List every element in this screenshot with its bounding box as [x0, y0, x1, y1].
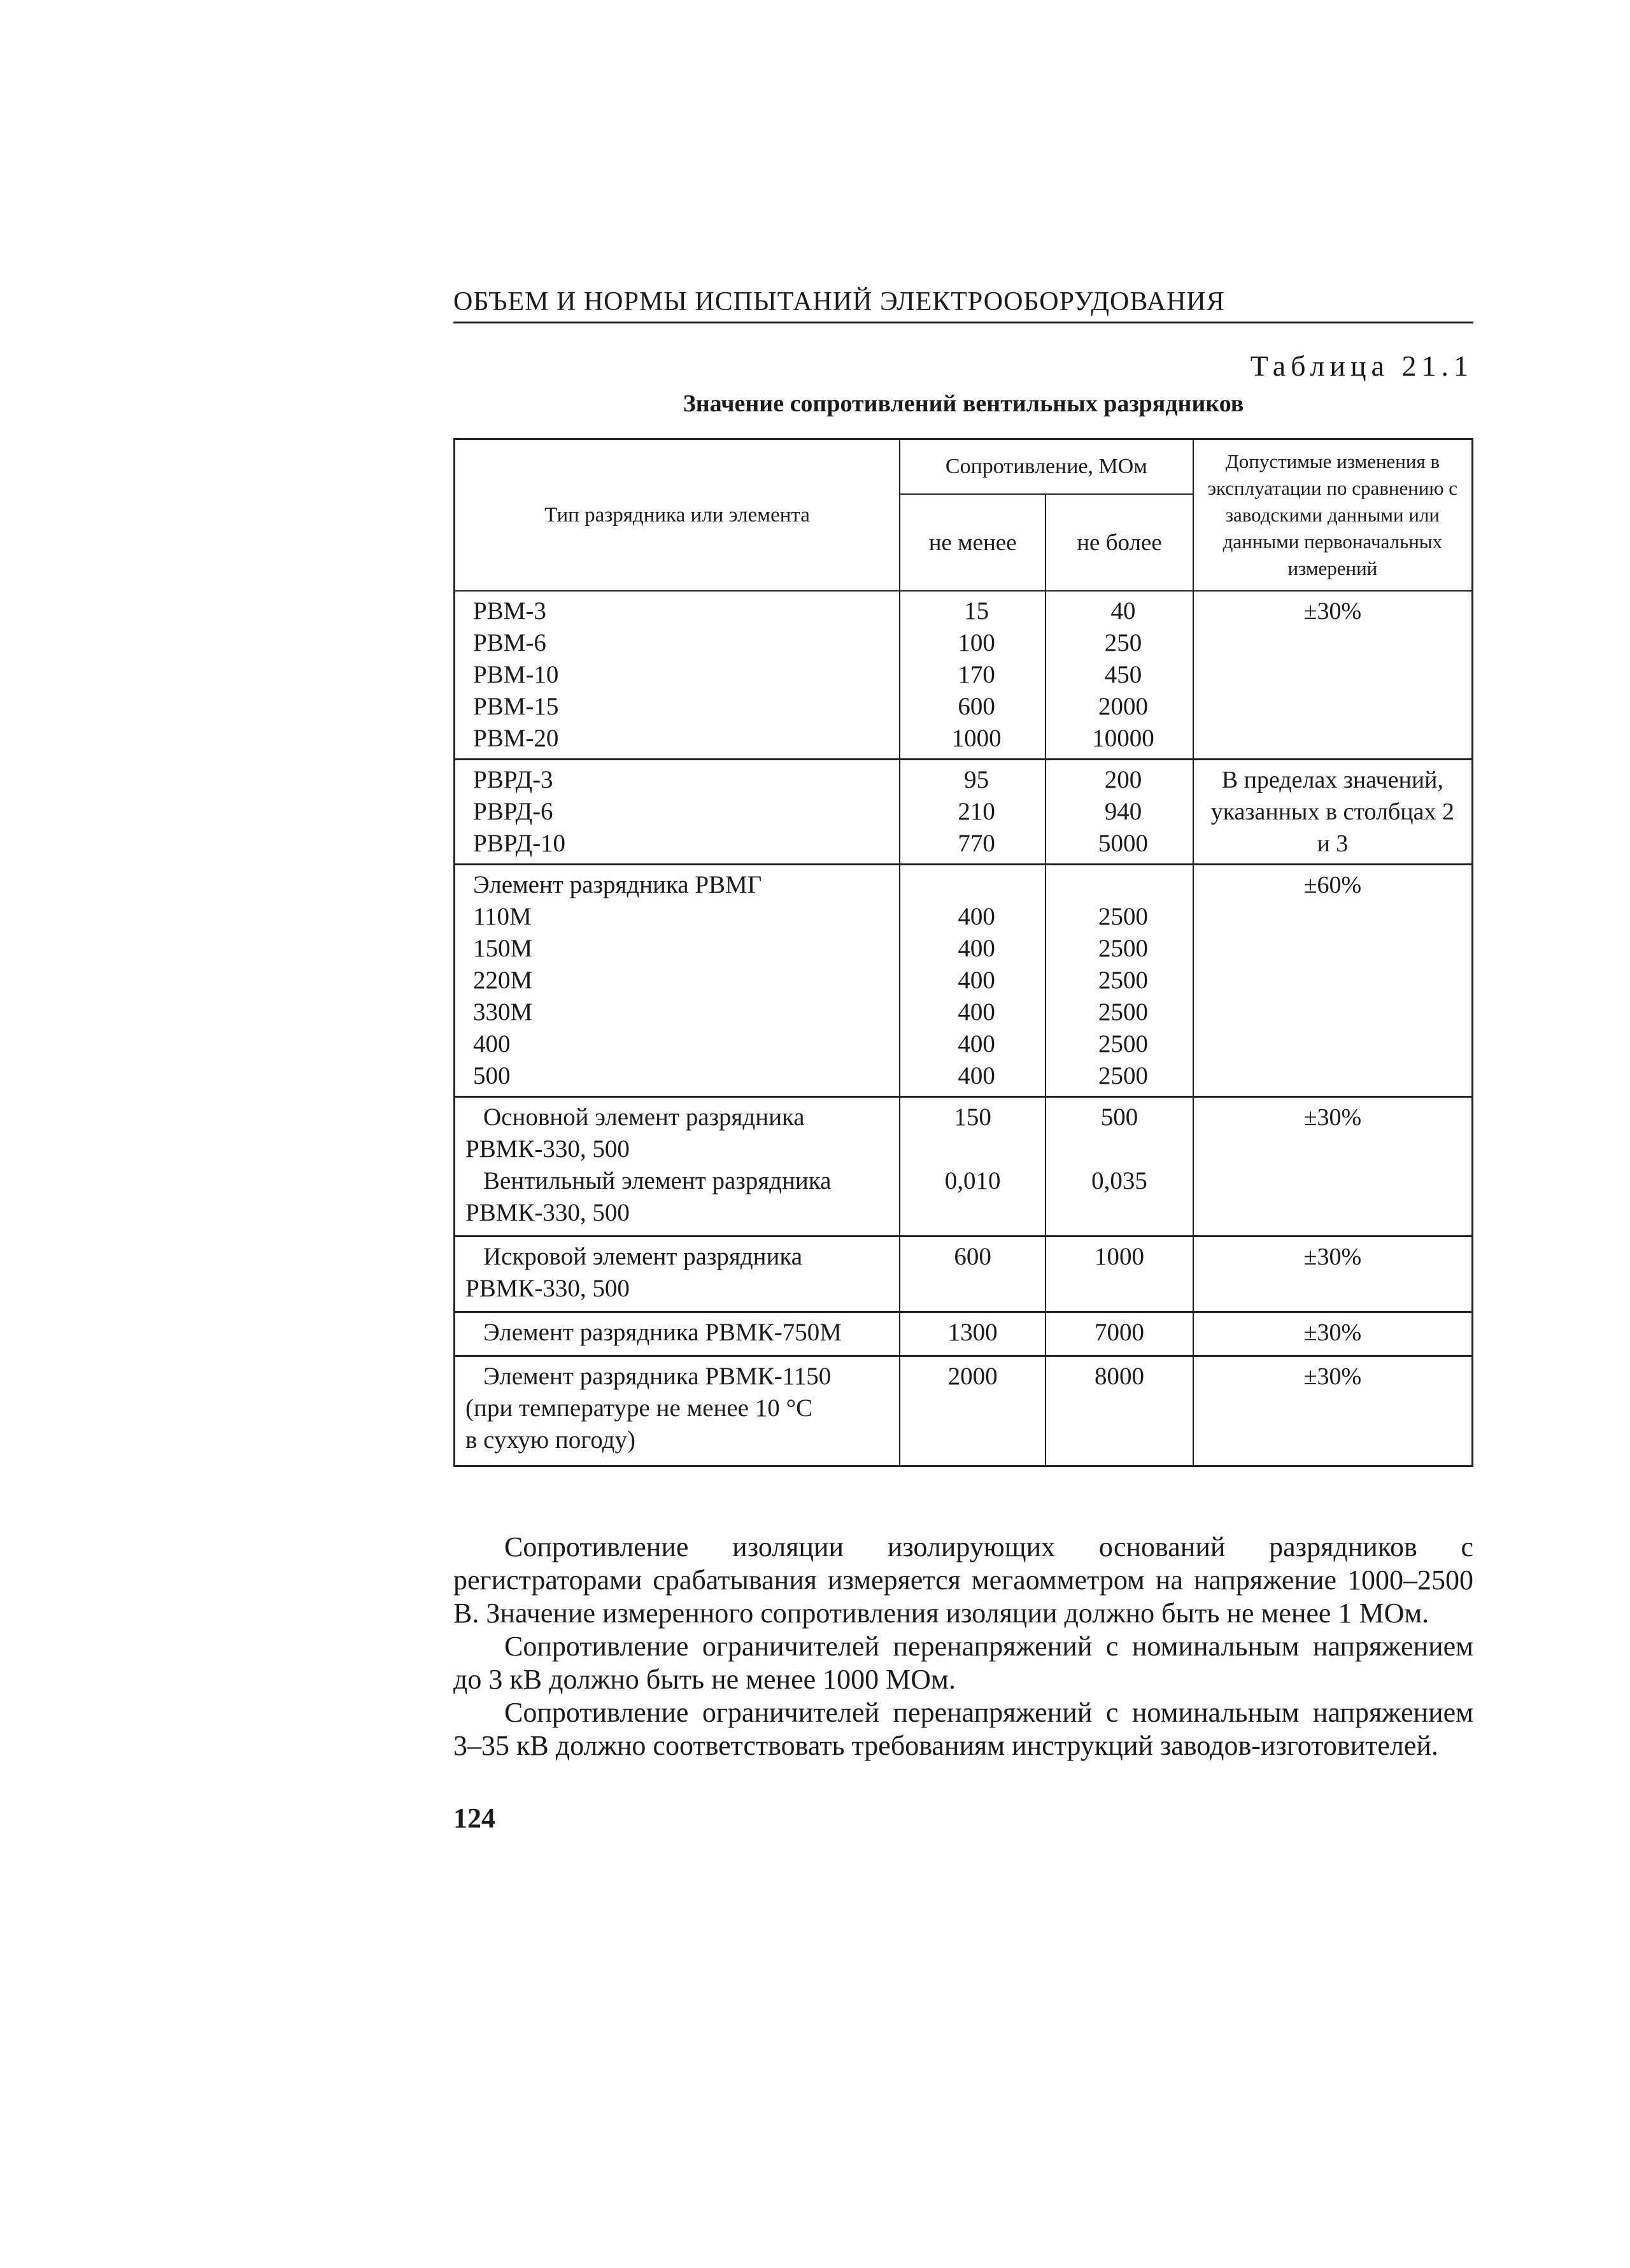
table-row-group-rvmk-750 — [455, 1312, 1473, 1356]
max-cell: 200 — [1104, 766, 1142, 793]
type-cell: (при температуре не менее 10 °С — [465, 1394, 813, 1422]
min-cell: 400 — [958, 903, 995, 930]
table-caption: Значение сопротивлений вентильных разрядников — [683, 390, 1244, 417]
min-cell: 400 — [958, 967, 995, 994]
type-cell: РВРД-6 — [473, 798, 553, 825]
max-cell: 940 — [1104, 798, 1142, 825]
type-cell: 400 — [473, 1030, 511, 1058]
page-number: 124 — [453, 1803, 495, 1834]
max-cell: 2500 — [1098, 1030, 1149, 1058]
header-deviation: Допустимые изменения в эксплуатации по сравнению с заводскими данными или данными первоначальных измерений — [1193, 439, 1473, 592]
type-cell: 110М — [473, 903, 532, 930]
header-resistance: Сопротивление, МОм — [900, 439, 1193, 495]
group-title: Элемент разрядника РВМГ — [473, 871, 762, 898]
max-cell: 250 — [1104, 629, 1142, 656]
table-number: Таблица 21.1 — [1250, 350, 1473, 382]
max-cell: 450 — [1104, 661, 1142, 688]
type-cell: РВМ-20 — [473, 725, 559, 752]
min-cell: 400 — [958, 935, 995, 962]
deviation-cell: ±30% — [1303, 598, 1362, 625]
table-row-group-spark — [455, 1237, 1473, 1312]
max-cell: 0,035 — [1091, 1167, 1147, 1194]
min-cell: 600 — [958, 693, 995, 720]
max-cell: 2500 — [1098, 903, 1149, 930]
deviation-cell: ±30% — [1303, 1363, 1362, 1390]
running-header: ОБЪЕМ И НОРМЫ ИСПЫТАНИЙ ЭЛЕКТРООБОРУДОВАНИЯ — [453, 283, 1473, 323]
resistance-table — [453, 438, 1473, 1467]
min-cell: 150 — [954, 1103, 991, 1131]
type-cell: Вентильный элемент разрядника — [483, 1167, 832, 1194]
type-cell: Основной элемент разрядника — [483, 1103, 805, 1131]
header-max: не более — [1045, 494, 1193, 591]
type-cell: 220М — [473, 967, 533, 994]
deviation-cell: В пределах значений, указанных в столбцах 2 и 3 — [1210, 767, 1454, 857]
max-cell: 2500 — [1098, 1062, 1149, 1089]
type-cell: Элемент разрядника РВМК-750М — [483, 1319, 842, 1346]
min-cell: 2000 — [947, 1363, 998, 1390]
max-cell: 2500 — [1098, 998, 1149, 1026]
max-cell: 5000 — [1098, 830, 1149, 857]
max-cell: 10000 — [1092, 725, 1154, 752]
type-cell: РВМ-15 — [473, 693, 559, 720]
deviation-cell: ±30% — [1303, 1244, 1362, 1270]
deviation-cell: ±30% — [1303, 1319, 1362, 1346]
min-cell: 170 — [958, 661, 995, 688]
type-cell: в сухую погоду) — [465, 1426, 635, 1454]
min-cell: 400 — [958, 998, 995, 1026]
type-cell: 500 — [473, 1062, 511, 1089]
table-row-group-rvrd — [455, 760, 1473, 865]
deviation-cell: ±60% — [1303, 872, 1362, 898]
table-row-group-rvmg — [455, 865, 1473, 1097]
max-cell: 500 — [1100, 1103, 1138, 1131]
max-cell: 40 — [1110, 597, 1136, 625]
max-cell: 1000 — [1095, 1243, 1145, 1270]
min-cell: 95 — [964, 766, 989, 793]
paragraph-insulation: Сопротивление изоляции изолирующих оснований разрядников с регистраторами срабатывания измеряется мегаомметром на напряжение 1000–2500 В. Значение измеренного сопротивления изоляции должно быть не менее 1 МОм. — [453, 1531, 1473, 1629]
min-cell: 600 — [954, 1243, 991, 1270]
min-cell: 1300 — [947, 1319, 998, 1346]
min-cell: 770 — [958, 830, 995, 857]
type-cell: РВМ-6 — [473, 629, 546, 656]
header-min: не менее — [900, 494, 1045, 591]
max-cell: 2000 — [1098, 693, 1149, 720]
max-cell: 2500 — [1098, 935, 1149, 962]
type-cell: РВРД-3 — [473, 766, 553, 793]
table-row-group-rvmk-1150 — [455, 1356, 1473, 1466]
type-cell: РВМ-3 — [473, 597, 546, 625]
min-cell: 210 — [958, 798, 995, 825]
header-type: Тип разрядника или элемента — [455, 439, 900, 592]
min-cell: 0,010 — [944, 1167, 1001, 1194]
type-cell: РВМК-330, 500 — [465, 1199, 630, 1226]
min-cell: 400 — [958, 1062, 995, 1089]
min-cell: 400 — [958, 1030, 995, 1058]
type-cell: Элемент разрядника РВМК-1150 — [483, 1363, 832, 1390]
min-cell: 15 — [964, 597, 989, 625]
type-cell: РВМК-330, 500 — [465, 1135, 630, 1163]
max-cell: 7000 — [1095, 1319, 1145, 1346]
paragraph-limiter-3kv: Сопротивление ограничителей перенапряжений с номинальным напряжением до 3 кВ должно быть не менее 1000 МОм. — [453, 1631, 1473, 1695]
max-cell: 8000 — [1095, 1363, 1145, 1390]
type-cell: РВМ-10 — [473, 661, 559, 688]
table-row-group-rvmk-330 — [455, 1097, 1473, 1237]
min-cell: 100 — [958, 629, 995, 656]
max-cell: 2500 — [1098, 967, 1149, 994]
paragraph-limiter-35kv: Сопротивление ограничителей перенапряжений с номинальным напряжением 3–35 кВ должно соответствовать требованиям инструкций заводов-изготовителей. — [453, 1697, 1473, 1761]
deviation-cell: ±30% — [1303, 1104, 1362, 1131]
min-cell: 1000 — [951, 725, 1002, 752]
type-cell: Искровой элемент разрядника — [483, 1243, 803, 1270]
type-cell: 150М — [473, 935, 533, 962]
type-cell: 330М — [473, 998, 533, 1026]
table-row-group-rvm — [455, 591, 1473, 760]
type-cell: РВРД-10 — [473, 830, 566, 857]
type-cell: РВМК-330, 500 — [465, 1275, 630, 1302]
